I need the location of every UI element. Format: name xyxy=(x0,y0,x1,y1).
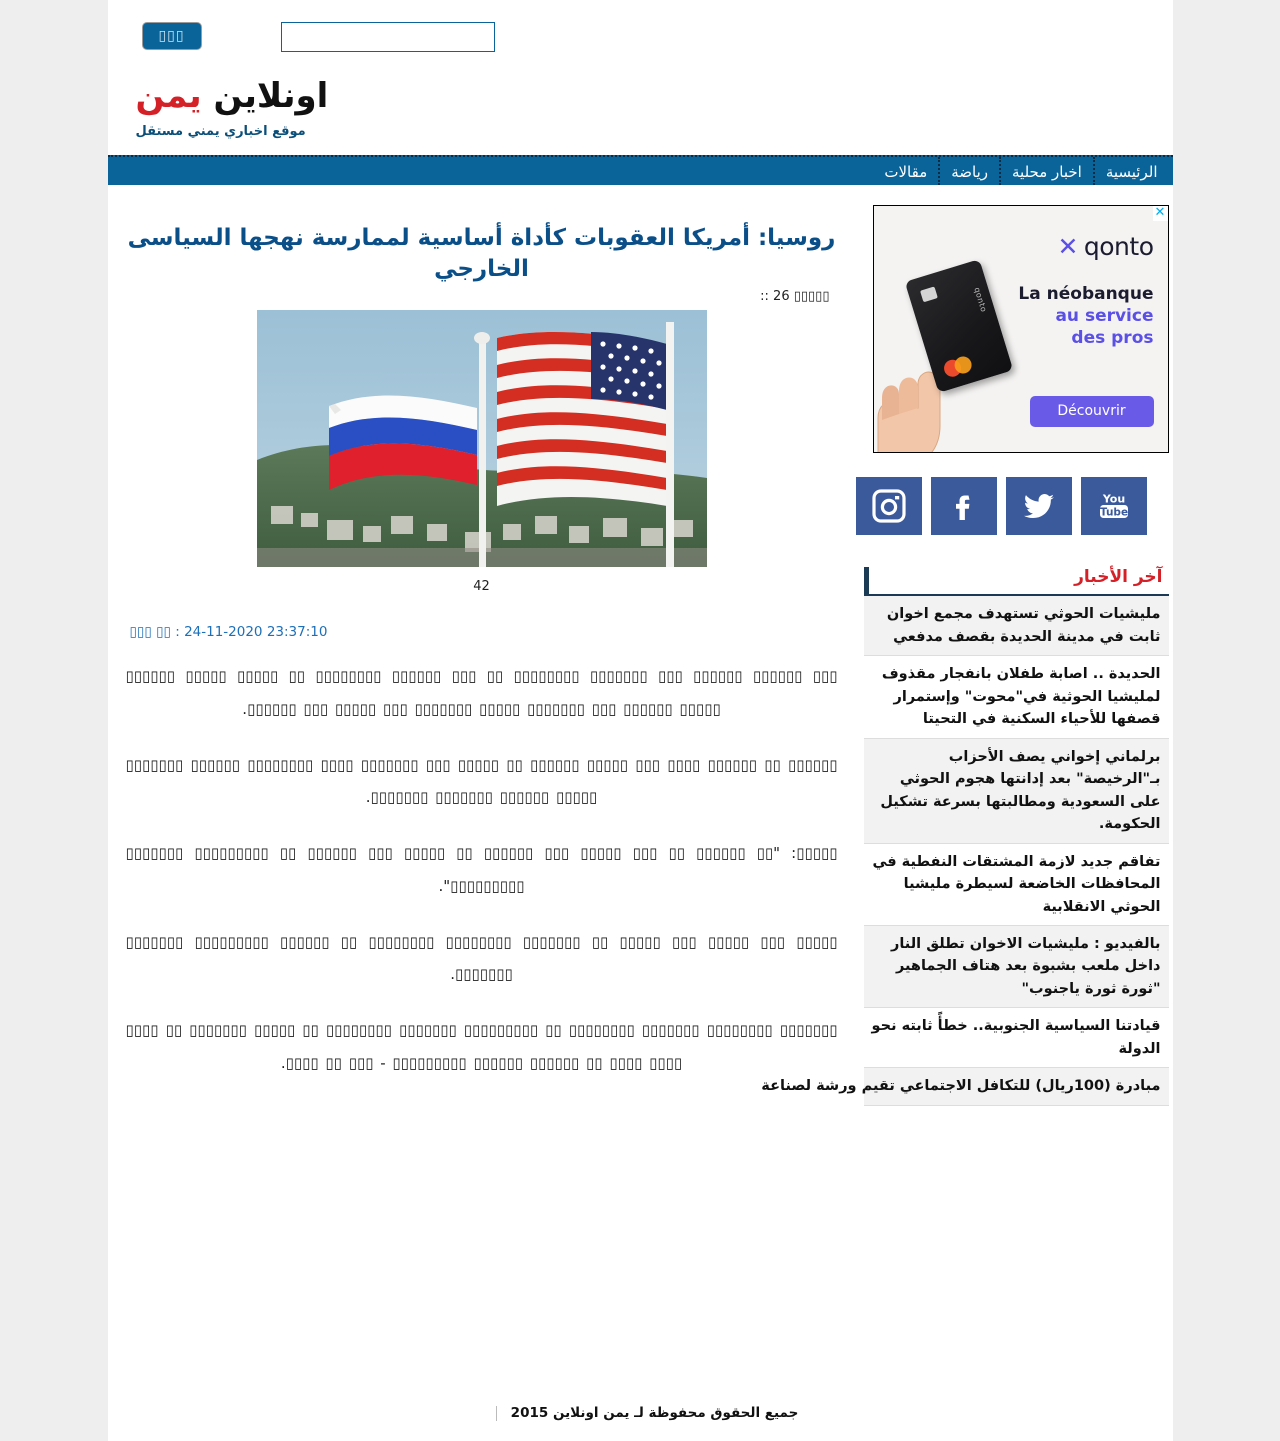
article-view-counter: :: 26 ▯▯▯▯▯ xyxy=(760,289,830,305)
ad-brand-logo xyxy=(1057,232,1153,261)
ad-headline-line1: La néobanque xyxy=(1018,284,1154,305)
ad-headline xyxy=(1018,284,1153,349)
article-paragraph: ▯▯▯ ▯▯▯▯▯▯ ▯▯▯▯▯▯ ▯▯▯ ▯▯▯▯▯▯▯ ▯▯▯▯▯▯▯▯ ▯▯ ▯▯▯ ▯▯▯▯▯▯ ▯▯▯▯▯▯▯▯ ▯▯ ▯▯▯▯▯ ▯▯▯▯▯ ▯▯▯▯▯▯ ▯▯▯▯▯ ▯▯▯▯▯▯ ▯▯▯ ▯▯▯▯▯▯▯ ▯▯▯▯▯ ▯▯▯▯▯▯▯ ▯▯▯ ▯▯▯▯▯ ▯▯▯ ▯▯▯▯▯▯. xyxy=(125,667,838,718)
nav-item-home[interactable]: الرئيسية xyxy=(1093,157,1169,185)
social-link-youtube[interactable] xyxy=(1081,477,1147,535)
news-list-item[interactable] xyxy=(864,1008,1169,1068)
social-link-facebook[interactable] xyxy=(931,477,997,535)
news-item-title: قيادتنا السياسية الجنوبية.. خطأً ثابته نحو الدولة xyxy=(871,1018,1161,1057)
ad-close-icon[interactable]: ✕ xyxy=(1153,206,1168,221)
brand-name-main: اونلاين xyxy=(213,76,329,116)
ad-cta-button[interactable]: Découvrir xyxy=(1030,396,1154,427)
latest-news-header xyxy=(864,567,1169,596)
card-chip-icon xyxy=(920,287,938,303)
main-navigation xyxy=(108,155,1173,185)
footer-divider xyxy=(496,1406,497,1421)
news-list-item[interactable] xyxy=(864,739,1169,844)
page-container xyxy=(108,0,1173,1441)
site-footer xyxy=(108,1385,1173,1441)
article-publish-date: ▯▯▯ ▯▯ : 24-11-2020 23:37:10 xyxy=(129,624,328,641)
svg-text:You: You xyxy=(1102,492,1125,506)
news-item-title: برلماني إخواني يصف الأحزاب بـ"الرخيصة" بعد إدانتها هجوم الحوثي على السعودية ومطالبتها بسرعة تشكيل الحكومة. xyxy=(880,748,1161,833)
social-links xyxy=(856,477,1169,535)
article-paragraph: ▯▯▯▯▯▯▯ ▯▯▯▯▯▯▯▯ ▯▯▯▯▯▯▯ ▯▯▯▯▯▯▯▯ ▯▯ ▯▯▯▯▯▯▯▯▯ ▯▯▯▯▯▯▯ ▯▯▯▯▯▯▯▯ ▯▯ ▯▯▯▯▯ ▯▯▯▯▯▯▯ ▯▯ ▯▯▯▯ ▯▯▯▯ ▯▯▯▯ ▯▯ ▯▯▯▯▯▯ ▯▯▯▯▯▯ ▯▯▯▯▯▯▯▯▯ - ▯▯▯ ▯▯ ▯▯▯▯. xyxy=(125,1021,838,1072)
latest-news-widget xyxy=(761,567,1169,1105)
card-brand-text: qonto xyxy=(972,286,989,314)
news-list-item[interactable] xyxy=(864,656,1169,738)
footer-copyright: جميع الحقوق محفوظة لـ يمن اونلاين 2015 xyxy=(510,1405,799,1421)
news-list-item[interactable] xyxy=(864,596,1169,656)
ad-headline-line3: des pros xyxy=(1071,327,1154,348)
content-area xyxy=(108,185,1173,1105)
article-image-caption: 42 xyxy=(473,579,490,595)
top-bar xyxy=(108,0,1173,70)
social-link-instagram[interactable] xyxy=(856,477,922,535)
twitter-icon xyxy=(1021,488,1057,524)
news-item-title: بالفيديو : مليشيات الاخوان تطلق النار داخل ملعب بشبوة بعد هتاف الجماهير "ثورة ثورة ياجنوب" xyxy=(891,936,1161,997)
article-paragraph: ▯▯▯▯▯▯ ▯▯ ▯▯▯▯▯▯ ▯▯▯▯ ▯▯▯ ▯▯▯▯▯ ▯▯▯▯▯▯ ▯▯ ▯▯▯▯▯ ▯▯▯ ▯▯▯▯▯▯▯ ▯▯▯▯ ▯▯▯▯▯▯▯▯ ▯▯▯▯▯▯ ▯▯▯▯▯▯▯ ▯▯▯▯▯ ▯▯▯▯▯▯ ▯▯▯▯▯▯▯ ▯▯▯▯▯▯▯. xyxy=(125,755,838,807)
social-link-twitter[interactable] xyxy=(1006,477,1072,535)
qonto-x-icon: ✕ xyxy=(1057,232,1078,262)
instagram-icon xyxy=(872,489,906,523)
nav-item-sports[interactable]: رياضة xyxy=(938,157,999,185)
ad-brand-name: qonto xyxy=(1083,232,1154,262)
news-list-item[interactable] xyxy=(864,926,1169,1008)
latest-news-list xyxy=(761,596,1169,1105)
article-title: روسيا: أمريكا العقوبات كأداة أساسية لممارسة نهجها السياسى الخارجي xyxy=(127,225,836,283)
nav-item-local[interactable]: اخبار محلية xyxy=(999,157,1093,185)
svg-text:Tube: Tube xyxy=(1099,506,1128,519)
news-list-item[interactable] xyxy=(864,844,1169,926)
search-button[interactable]: ▯▯▯ xyxy=(142,22,202,50)
latest-news-title: آخر الأخبار xyxy=(1074,567,1163,588)
article-paragraph: ▯▯▯▯▯: "▯▯ ▯▯▯▯▯▯ ▯▯ ▯▯▯ ▯▯▯▯▯ ▯▯▯ ▯▯▯▯▯▯ ▯▯ ▯▯▯▯▯ ▯▯▯ ▯▯▯▯▯▯ ▯▯ ▯▯▯▯▯▯▯▯▯ ▯▯▯▯▯▯▯ ▯▯▯▯▯▯▯▯▯". xyxy=(125,844,838,895)
search-input[interactable] xyxy=(281,22,495,52)
facebook-icon xyxy=(947,489,981,523)
site-tagline: موقع اخباري يمني مستقل xyxy=(135,124,306,140)
article-image xyxy=(257,310,707,567)
news-item-title: تفاقم جديد لازمة المشتقات النفطية في المحافظات الخاضعة لسيطرة مليشيا الحوثي الانقلابية xyxy=(872,853,1161,915)
brand-title xyxy=(136,78,1173,115)
article-figure xyxy=(126,310,838,571)
nav-item-articles[interactable]: مقالات xyxy=(884,163,928,182)
brand-name-accent: يمن xyxy=(135,76,202,116)
news-item-title: مبادرة (100ريال) للتكافل الاجتماعي تقيم ورشة لصناعة xyxy=(761,1078,1161,1095)
news-item-title: مليشيات الحوثي تستهدف مجمع اخوان ثابت في مدينة الحديدة بقصف مدفعي xyxy=(886,606,1161,645)
ad-headline-line2: au service xyxy=(1055,306,1154,327)
ad-content xyxy=(874,206,1168,452)
search-form xyxy=(142,22,495,52)
advertisement-banner[interactable] xyxy=(873,205,1169,453)
article-main xyxy=(108,201,848,1103)
article-paragraph: ▯▯▯▯▯ ▯▯▯ ▯▯▯▯▯ ▯▯▯ ▯▯▯▯▯ ▯▯ ▯▯▯▯▯▯▯ ▯▯▯▯▯▯▯▯ ▯▯▯▯▯▯▯▯ ▯▯ ▯▯▯▯▯▯ ▯▯▯▯▯▯▯▯▯ ▯▯▯▯▯▯▯ ▯▯▯▯▯▯▯. xyxy=(125,932,838,984)
news-list-item[interactable] xyxy=(761,1068,1169,1105)
article-body xyxy=(126,660,838,1079)
news-item-title: الحديدة .. اصابة طفلان بانفجار مقذوف لمليشيا الحوثية في"محوت" وإستمرار قصفها للأحياء السكنية في التحيتا xyxy=(881,666,1161,728)
site-logo[interactable] xyxy=(108,70,1173,155)
youtube-icon xyxy=(1094,489,1134,523)
